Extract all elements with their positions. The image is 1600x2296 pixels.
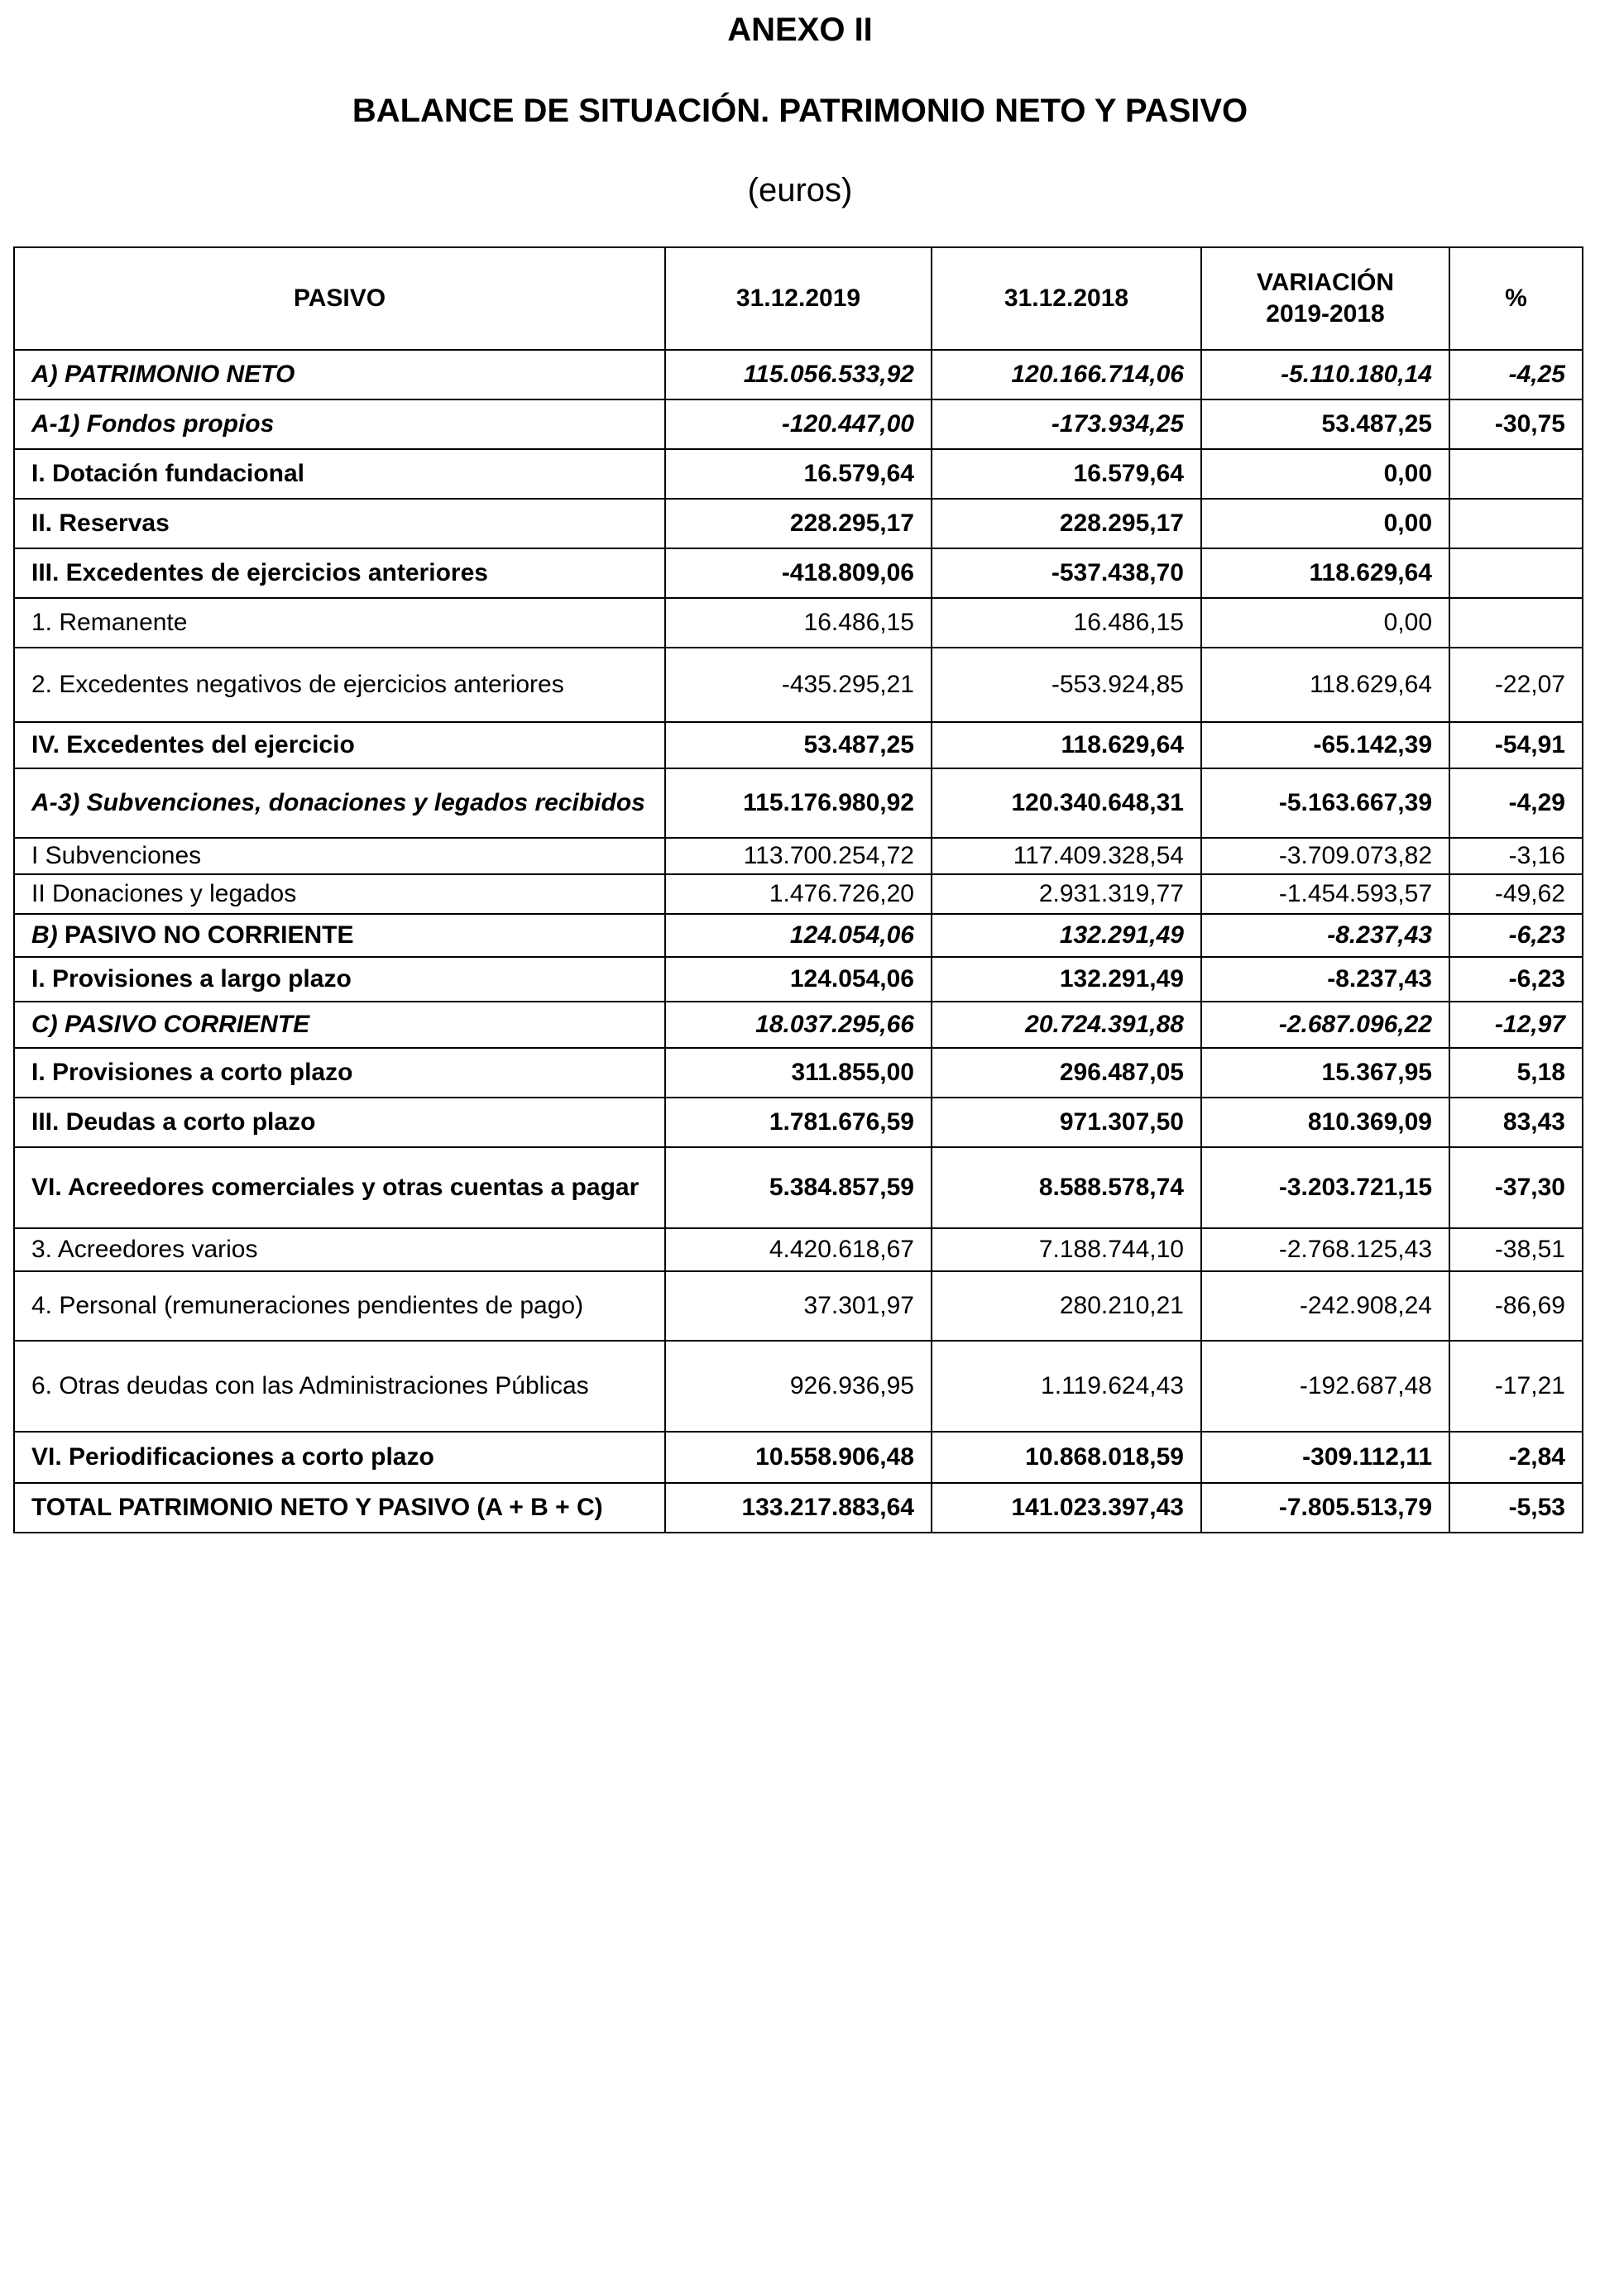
row-label: III. Deudas a corto plazo [14,1098,665,1147]
value-2018: 16.579,64 [932,449,1201,499]
value-percent: -17,21 [1449,1341,1583,1432]
value-2018: -553.924,85 [932,648,1201,722]
value-2018: 10.868.018,59 [932,1432,1201,1483]
table-row [14,449,1583,499]
value-2018: 16.486,15 [932,598,1201,648]
table-row [14,874,1583,914]
annex-title: ANEXO II [727,12,873,48]
value-2019: 133.217.883,64 [665,1483,932,1533]
value-2019: 1.476.726,20 [665,874,932,914]
value-variation: 0,00 [1201,598,1449,648]
row-label: VI. Periodificaciones a corto plazo [14,1432,665,1483]
table-row [14,1147,1583,1228]
value-variation: -2.687.096,22 [1201,1002,1449,1048]
row-label: A-1) Fondos propios [14,399,665,449]
value-2019: 228.295,17 [665,499,932,548]
value-variation: 0,00 [1201,449,1449,499]
value-2018: 118.629,64 [932,722,1201,768]
value-percent [1449,499,1583,548]
column-header-variation [1201,247,1449,350]
value-variation: -8.237,43 [1201,957,1449,1002]
table-row [14,1098,1583,1147]
row-label: I. Provisiones a largo plazo [14,957,665,1002]
value-2018: 8.588.578,74 [932,1147,1201,1228]
value-2018: 296.487,05 [932,1048,1201,1098]
value-2018: 117.409.328,54 [932,838,1201,874]
row-label: A) PATRIMONIO NETO [14,350,665,399]
row-label: I Subvenciones [14,838,665,874]
row-label: 1. Remanente [14,598,665,648]
row-label: 2. Excedentes negativos de ejercicios anteriores [14,648,665,722]
row-label: I. Provisiones a corto plazo [14,1048,665,1098]
value-percent: -3,16 [1449,838,1583,874]
table-row [14,1048,1583,1098]
value-2018: 2.931.319,77 [932,874,1201,914]
row-label: III. Excedentes de ejercicios anteriores [14,548,665,598]
row-label: 6. Otras deudas con las Administraciones Públicas [14,1341,665,1432]
table-row [14,1002,1583,1048]
value-percent: -49,62 [1449,874,1583,914]
value-2018: 280.210,21 [932,1271,1201,1341]
value-variation: -3.203.721,15 [1201,1147,1449,1228]
value-2018: 228.295,17 [932,499,1201,548]
value-2018: 132.291,49 [932,914,1201,957]
column-header-2019: 31.12.2019 [665,247,932,350]
row-label: A-3) Subvenciones, donaciones y legados recibidos [14,768,665,838]
row-label: II Donaciones y legados [14,874,665,914]
row-label: II. Reservas [14,499,665,548]
value-2018: 20.724.391,88 [932,1002,1201,1048]
column-header-pasivo: PASIVO [14,247,665,350]
table-row [14,350,1583,399]
value-percent: -6,23 [1449,914,1583,957]
value-variation: 118.629,64 [1201,548,1449,598]
value-variation: -1.454.593,57 [1201,874,1449,914]
row-label: IV. Excedentes del ejercicio [14,722,665,768]
column-header-percent: % [1449,247,1583,350]
table-row [14,1271,1583,1341]
page-title: BALANCE DE SITUACIÓN. PATRIMONIO NETO Y PASIVO [352,93,1248,129]
table-row [14,722,1583,768]
value-variation: -192.687,48 [1201,1341,1449,1432]
value-percent: 5,18 [1449,1048,1583,1098]
row-label-text: PASIVO NO CORRIENTE [65,921,354,949]
value-2018: 1.119.624,43 [932,1341,1201,1432]
value-2019: 124.054,06 [665,957,932,1002]
row-label: VI. Acreedores comerciales y otras cuentas a pagar [14,1147,665,1228]
value-variation: -309.112,11 [1201,1432,1449,1483]
value-percent [1449,548,1583,598]
value-2019: 37.301,97 [665,1271,932,1341]
row-label: C) PASIVO CORRIENTE [14,1002,665,1048]
table-row [14,548,1583,598]
value-percent: -6,23 [1449,957,1583,1002]
table-header-row [14,247,1583,350]
value-variation: 810.369,09 [1201,1098,1449,1147]
value-2019: 53.487,25 [665,722,932,768]
value-2019: -435.295,21 [665,648,932,722]
table-row [14,1341,1583,1432]
value-percent: -5,53 [1449,1483,1583,1533]
value-2019: 115.176.980,92 [665,768,932,838]
value-variation: -5.163.667,39 [1201,768,1449,838]
units-label: (euros) [747,172,853,208]
row-label: 4. Personal (remuneraciones pendientes de pago) [14,1271,665,1341]
value-percent: -30,75 [1449,399,1583,449]
value-percent: -12,97 [1449,1002,1583,1048]
value-percent: -2,84 [1449,1432,1583,1483]
value-2019: 5.384.857,59 [665,1147,932,1228]
value-percent: -22,07 [1449,648,1583,722]
value-2019: 4.420.618,67 [665,1228,932,1271]
table-row [14,768,1583,838]
value-2019: 926.936,95 [665,1341,932,1432]
value-variation: -242.908,24 [1201,1271,1449,1341]
table-row [14,914,1583,957]
column-header-2018: 31.12.2018 [932,247,1201,350]
table-row [14,399,1583,449]
value-2018: 7.188.744,10 [932,1228,1201,1271]
value-percent: -37,30 [1449,1147,1583,1228]
value-percent: -38,51 [1449,1228,1583,1271]
balance-sheet-table [13,246,1583,1533]
row-label: I. Dotación fundacional [14,449,665,499]
value-variation: -3.709.073,82 [1201,838,1449,874]
value-2019: -418.809,06 [665,548,932,598]
value-percent [1449,598,1583,648]
value-percent [1449,449,1583,499]
value-2019: 1.781.676,59 [665,1098,932,1147]
value-2018: 141.023.397,43 [932,1483,1201,1533]
value-2019: 16.486,15 [665,598,932,648]
row-label: 3. Acreedores varios [14,1228,665,1271]
table-row [14,1228,1583,1271]
value-variation: -65.142,39 [1201,722,1449,768]
table-row [14,648,1583,722]
value-2019: 18.037.295,66 [665,1002,932,1048]
value-2018: 971.307,50 [932,1098,1201,1147]
value-2018: -173.934,25 [932,399,1201,449]
value-2018: 132.291,49 [932,957,1201,1002]
table-row [14,1432,1583,1483]
value-2019: 10.558.906,48 [665,1432,932,1483]
table-row [14,838,1583,874]
value-2019: 113.700.254,72 [665,838,932,874]
value-2019: 311.855,00 [665,1048,932,1098]
value-percent: -4,25 [1449,350,1583,399]
value-variation: -2.768.125,43 [1201,1228,1449,1271]
value-percent: -4,29 [1449,768,1583,838]
value-variation: 53.487,25 [1201,399,1449,449]
row-label-prefix: B) [31,921,58,949]
table-row-total [14,1483,1583,1533]
value-variation: -5.110.180,14 [1201,350,1449,399]
variation-header-line1: VARIACIÓN [1256,269,1395,296]
table-row [14,598,1583,648]
value-2019: 124.054,06 [665,914,932,957]
table-row [14,499,1583,548]
value-variation: 118.629,64 [1201,648,1449,722]
variation-header-line2: 2019-2018 [1266,300,1385,328]
value-2019: -120.447,00 [665,399,932,449]
row-label: TOTAL PATRIMONIO NETO Y PASIVO (A + B + C) [14,1483,665,1533]
value-2019: 16.579,64 [665,449,932,499]
value-variation: 15.367,95 [1201,1048,1449,1098]
value-percent: -86,69 [1449,1271,1583,1341]
value-2018: -537.438,70 [932,548,1201,598]
value-2019: 115.056.533,92 [665,350,932,399]
value-variation: -8.237,43 [1201,914,1449,957]
row-label [14,914,665,957]
value-2018: 120.166.714,06 [932,350,1201,399]
value-2018: 120.340.648,31 [932,768,1201,838]
value-variation: 0,00 [1201,499,1449,548]
value-percent: -54,91 [1449,722,1583,768]
table-row [14,957,1583,1002]
value-percent: 83,43 [1449,1098,1583,1147]
value-variation: -7.805.513,79 [1201,1483,1449,1533]
